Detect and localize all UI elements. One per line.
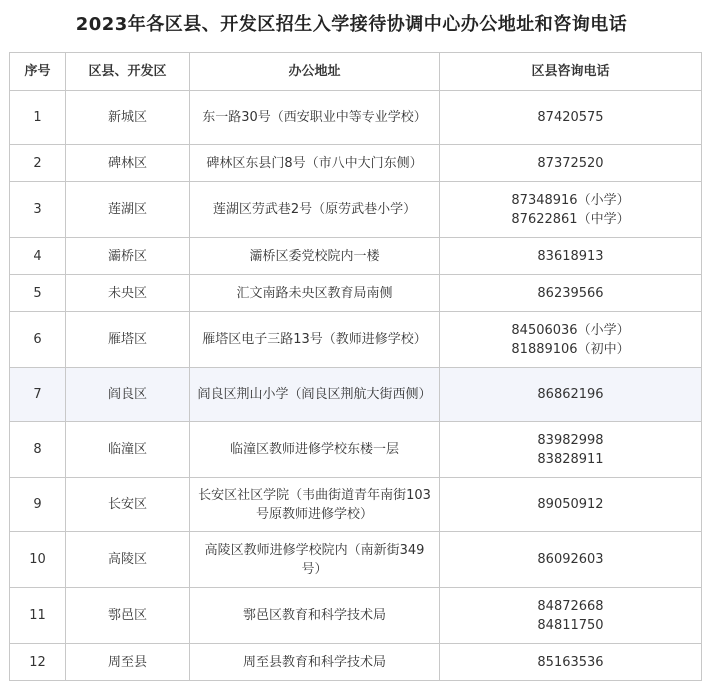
cell-address: 汇文南路未央区教育局南侧 xyxy=(190,275,440,312)
cell-district: 未央区 xyxy=(66,275,190,312)
cell-no: 7 xyxy=(10,368,66,422)
cell-phone xyxy=(440,238,702,275)
cell-district: 长安区 xyxy=(66,478,190,532)
phone-number: 81889106（初中） xyxy=(511,341,630,357)
phone-number: 86092603 xyxy=(537,552,604,567)
cell-district: 莲湖区 xyxy=(66,182,190,238)
cell-district: 新城区 xyxy=(66,91,190,145)
page-title: 2023年各区县、开发区招生入学接待协调中心办公地址和咨询电话 xyxy=(75,14,628,35)
cell-district: 周至县 xyxy=(66,644,190,681)
phone-number: 83982998 xyxy=(537,432,604,448)
table-row xyxy=(10,91,702,145)
cell-district: 阎良区 xyxy=(66,368,190,422)
cell-phone xyxy=(440,368,702,422)
cell-district: 高陵区 xyxy=(66,532,190,588)
phone-number: 84506036（小学） xyxy=(511,322,630,338)
cell-district: 雁塔区 xyxy=(66,312,190,368)
cell-address: 临潼区教师进修学校东楼一层 xyxy=(190,422,440,478)
phone-number: 84872668 xyxy=(537,598,604,614)
cell-no: 1 xyxy=(10,91,66,145)
cell-phone xyxy=(440,312,702,368)
cell-no: 3 xyxy=(10,182,66,238)
phone-number: 86239566 xyxy=(537,285,604,301)
phone-number: 83828911 xyxy=(537,451,604,467)
table-row xyxy=(10,588,702,644)
cell-district: 临潼区 xyxy=(66,422,190,478)
header-address: 办公地址 xyxy=(190,53,440,91)
phone-number: 87372520 xyxy=(537,155,604,171)
cell-address: 碑林区东县门8号（市八中大门东侧） xyxy=(190,145,440,182)
header-phone: 区县咨询电话 xyxy=(440,53,702,91)
cell-no: 8 xyxy=(10,422,66,478)
cell-phone xyxy=(440,275,702,312)
table-row xyxy=(10,275,702,312)
cell-address: 莲湖区劳武巷2号（原劳武巷小学） xyxy=(190,182,440,238)
cell-district: 灞桥区 xyxy=(66,238,190,275)
cell-address: 阎良区荆山小学（阎良区荆航大街西侧） xyxy=(190,368,440,422)
cell-phone xyxy=(440,532,702,588)
header-district: 区县、开发区 xyxy=(66,53,190,91)
table-row xyxy=(10,532,702,588)
cell-no: 11 xyxy=(10,588,66,644)
cell-phone xyxy=(440,145,702,182)
table-header-row xyxy=(10,53,702,91)
cell-address: 周至县教育和科学技术局 xyxy=(190,644,440,681)
phone-number: 87622861（中学） xyxy=(511,211,630,227)
cell-district: 碑林区 xyxy=(66,145,190,182)
table-row xyxy=(10,422,702,478)
table-body xyxy=(10,91,702,681)
contact-table xyxy=(9,52,702,681)
table-row xyxy=(10,145,702,182)
cell-phone xyxy=(440,644,702,681)
phone-number: 89050912 xyxy=(537,497,604,512)
phone-number: 83618913 xyxy=(537,248,604,264)
cell-no: 9 xyxy=(10,478,66,532)
table-row xyxy=(10,368,702,422)
cell-phone xyxy=(440,478,702,532)
cell-no: 12 xyxy=(10,644,66,681)
phone-number: 84811750 xyxy=(537,617,604,633)
table-row xyxy=(10,312,702,368)
cell-phone xyxy=(440,91,702,145)
cell-address: 高陵区教师进修学校院内（南新街349号） xyxy=(190,532,440,588)
phone-number: 85163536 xyxy=(537,654,604,670)
cell-district: 鄠邑区 xyxy=(66,588,190,644)
cell-address: 东一路30号（西安职业中等专业学校） xyxy=(190,91,440,145)
table-row xyxy=(10,182,702,238)
cell-no: 5 xyxy=(10,275,66,312)
cell-no: 2 xyxy=(10,145,66,182)
table-row xyxy=(10,238,702,275)
cell-phone xyxy=(440,182,702,238)
cell-address: 雁塔区电子三路13号（教师进修学校） xyxy=(190,312,440,368)
cell-phone xyxy=(440,588,702,644)
phone-number: 86862196 xyxy=(537,387,604,402)
cell-no: 4 xyxy=(10,238,66,275)
phone-number: 87420575 xyxy=(537,110,604,125)
cell-no: 6 xyxy=(10,312,66,368)
cell-address: 灞桥区委党校院内一楼 xyxy=(190,238,440,275)
header-no: 序号 xyxy=(10,53,66,91)
phone-number: 87348916（小学） xyxy=(511,192,630,208)
table-row xyxy=(10,644,702,681)
cell-phone xyxy=(440,422,702,478)
cell-address: 长安区社区学院（韦曲街道青年南街103号原教师进修学校） xyxy=(190,478,440,532)
table-row xyxy=(10,478,702,532)
cell-address: 鄠邑区教育和科学技术局 xyxy=(190,588,440,644)
cell-no: 10 xyxy=(10,532,66,588)
